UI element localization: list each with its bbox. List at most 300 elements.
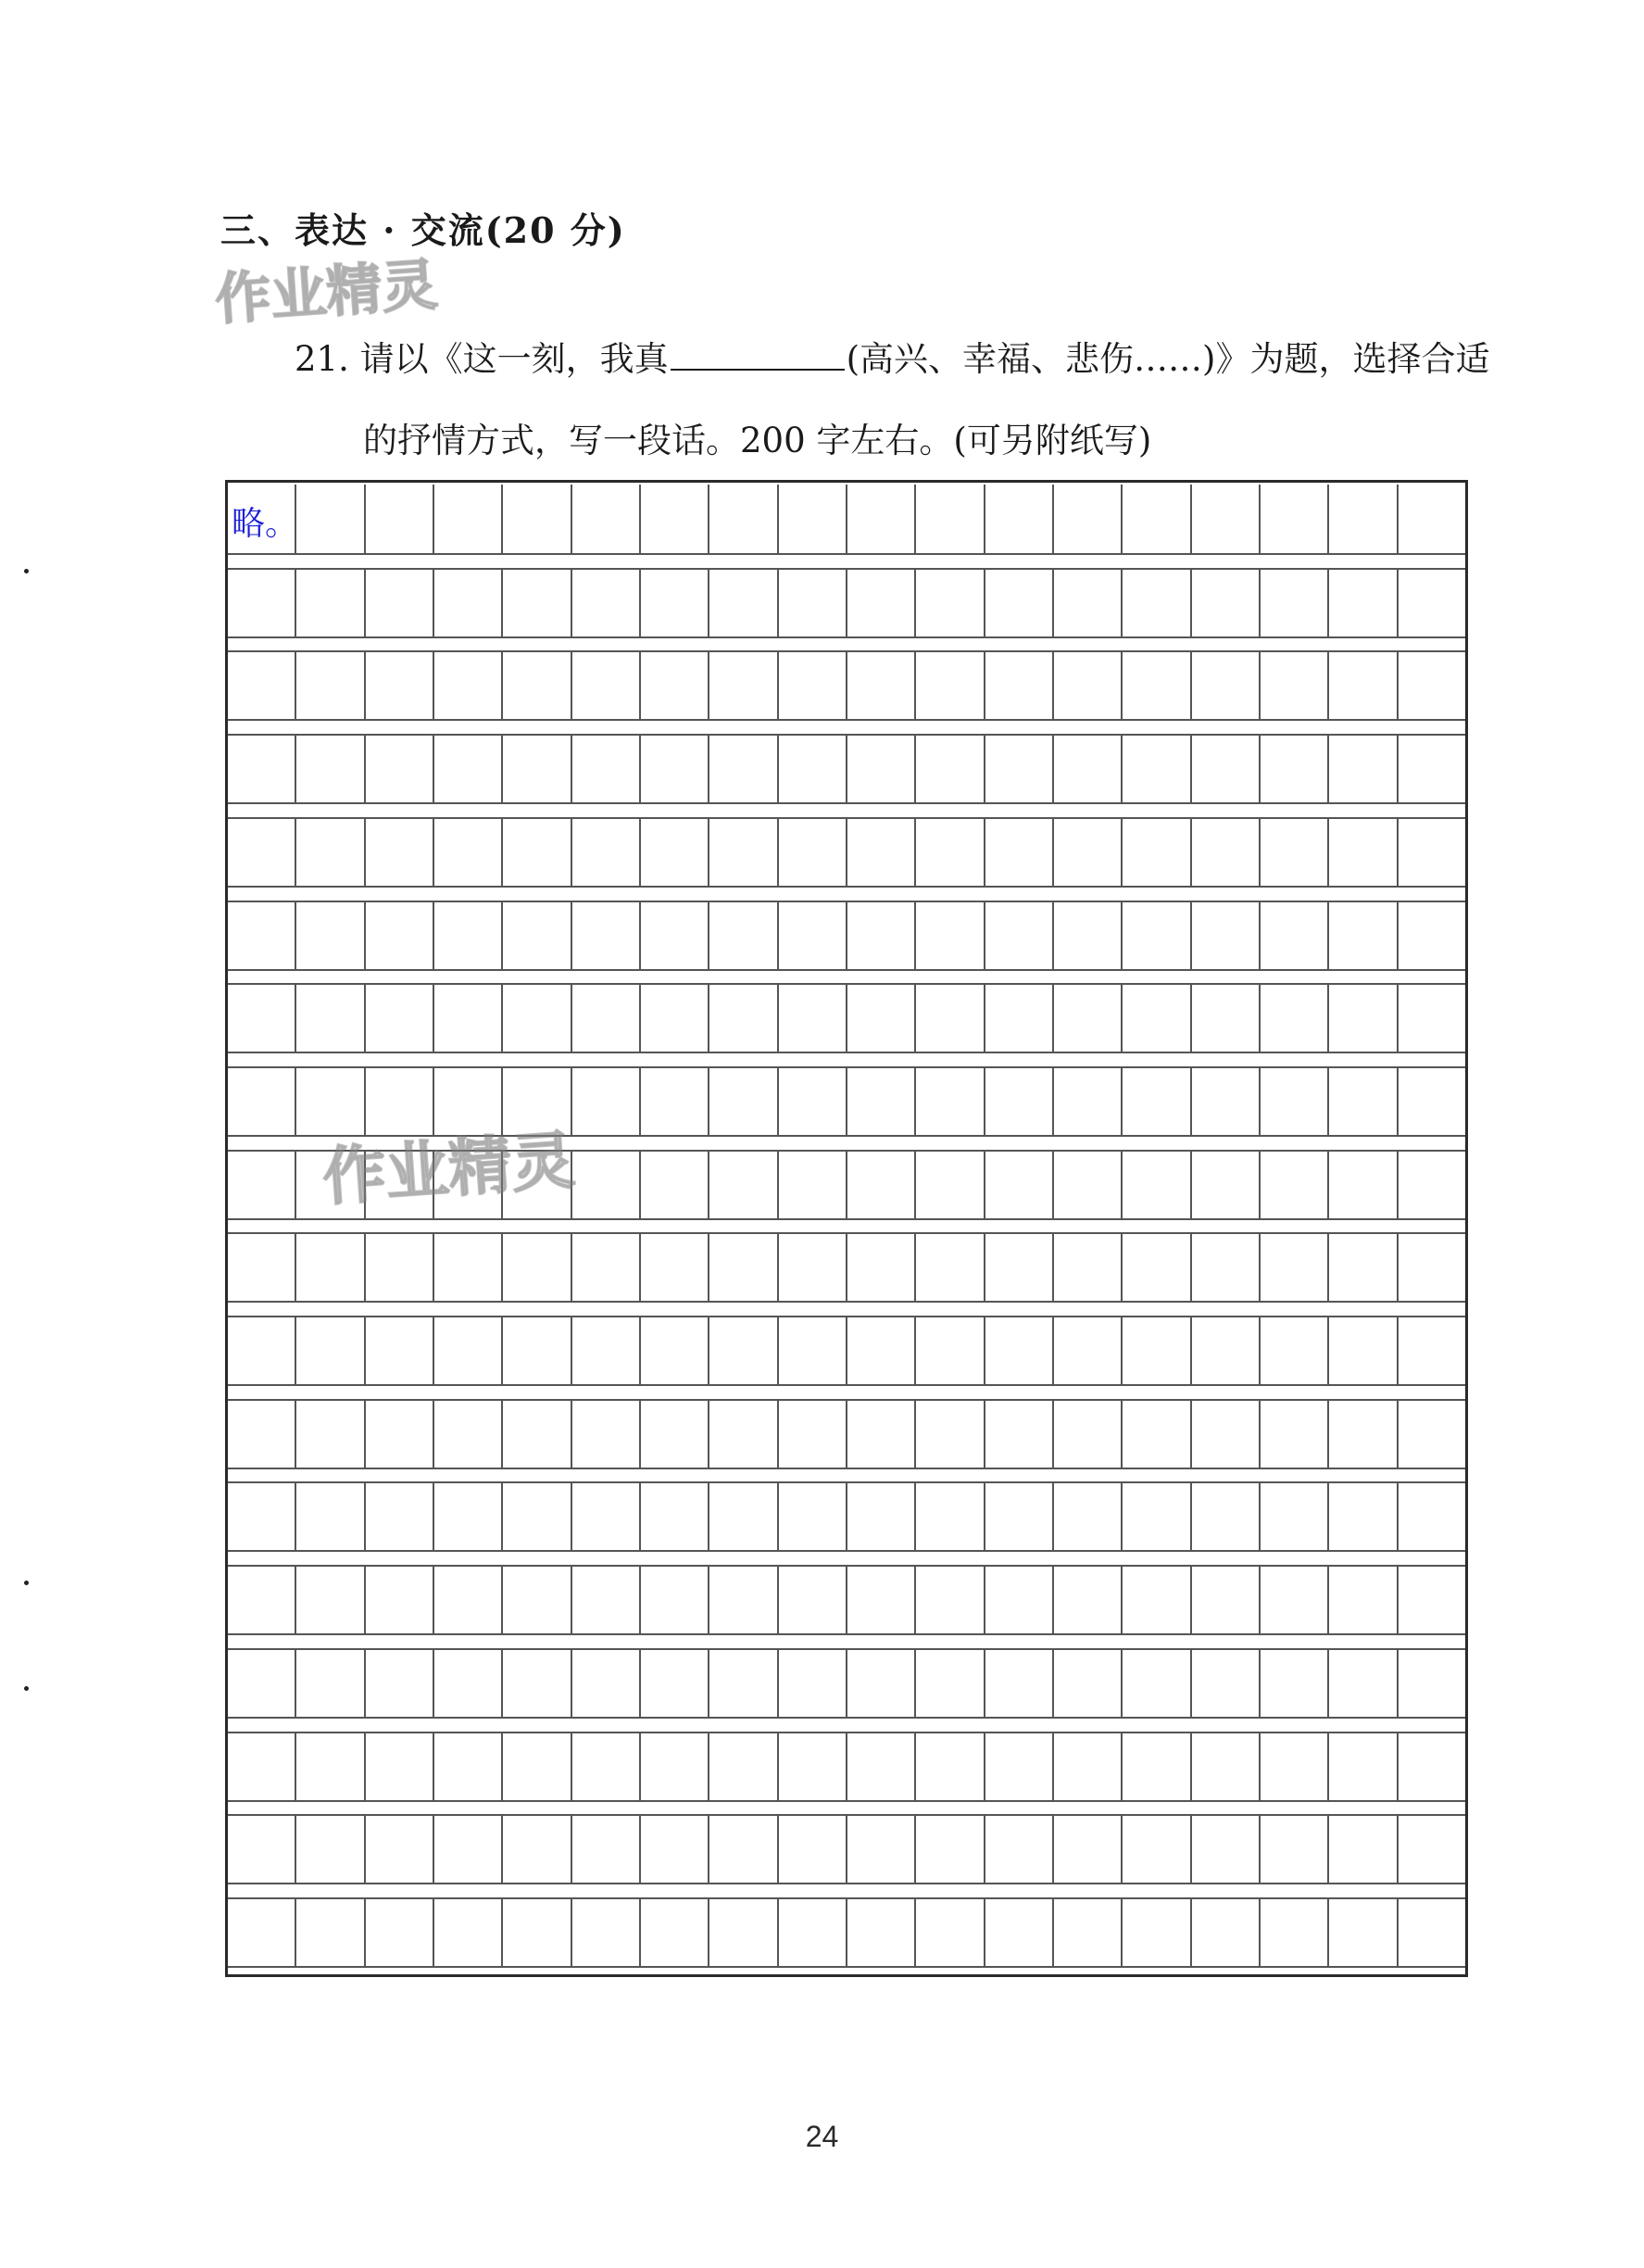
- grid-cell[interactable]: [503, 485, 571, 553]
- grid-cell[interactable]: [641, 1897, 709, 1966]
- grid-cell[interactable]: [503, 734, 571, 802]
- grid-cell[interactable]: [1399, 1150, 1465, 1218]
- grid-cell[interactable]: [1123, 485, 1191, 553]
- grid-cell[interactable]: [1261, 817, 1329, 886]
- grid-cell[interactable]: [1261, 983, 1329, 1052]
- grid-cell[interactable]: [1261, 1316, 1329, 1384]
- grid-cell[interactable]: [779, 1648, 847, 1717]
- grid-cell[interactable]: [228, 1150, 296, 1218]
- grid-cell[interactable]: [1261, 1897, 1329, 1966]
- grid-cell[interactable]: [709, 734, 778, 802]
- grid-cell[interactable]: [847, 568, 916, 636]
- grid-cell[interactable]: [916, 817, 985, 886]
- grid-cell[interactable]: [572, 650, 641, 719]
- grid-cell[interactable]: [503, 568, 571, 636]
- grid-cell[interactable]: [228, 1897, 296, 1966]
- grid-cell[interactable]: [1054, 901, 1123, 969]
- grid-cell[interactable]: [503, 1232, 571, 1301]
- grid-cell[interactable]: [641, 650, 709, 719]
- grid-cell[interactable]: [366, 485, 434, 553]
- grid-cell[interactable]: [572, 817, 641, 886]
- grid-cell[interactable]: [847, 983, 916, 1052]
- grid-cell[interactable]: [641, 817, 709, 886]
- grid-cell[interactable]: [709, 1814, 778, 1883]
- grid-cell[interactable]: [572, 1732, 641, 1800]
- grid-cell[interactable]: [228, 1232, 296, 1301]
- grid-cell[interactable]: [1329, 1732, 1398, 1800]
- grid-cell[interactable]: [985, 1565, 1054, 1633]
- grid-cell[interactable]: [1192, 983, 1261, 1052]
- grid-cell[interactable]: [847, 1814, 916, 1883]
- grid-cell[interactable]: [985, 983, 1054, 1052]
- grid-cell[interactable]: [1261, 1565, 1329, 1633]
- grid-cell[interactable]: [1123, 1232, 1191, 1301]
- grid-cell[interactable]: [1123, 901, 1191, 969]
- grid-cell[interactable]: [1054, 1316, 1123, 1384]
- grid-cell[interactable]: [296, 1150, 365, 1218]
- grid-cell[interactable]: [1261, 1481, 1329, 1550]
- grid-cell[interactable]: [296, 1732, 365, 1800]
- grid-cell[interactable]: [1329, 983, 1398, 1052]
- grid-cell[interactable]: [434, 1066, 503, 1135]
- grid-cell[interactable]: [985, 650, 1054, 719]
- grid-cell[interactable]: [228, 568, 296, 636]
- grid-cell[interactable]: [1399, 983, 1465, 1052]
- grid-cell[interactable]: [1123, 817, 1191, 886]
- grid-cell[interactable]: [985, 901, 1054, 969]
- grid-cell[interactable]: [641, 1399, 709, 1468]
- grid-cell[interactable]: [228, 734, 296, 802]
- grid-cell[interactable]: [572, 1897, 641, 1966]
- grid-cell[interactable]: [1399, 1399, 1465, 1468]
- grid-cell[interactable]: [1399, 1066, 1465, 1135]
- grid-cell[interactable]: [1329, 1481, 1398, 1550]
- grid-cell[interactable]: [1329, 1565, 1398, 1633]
- grid-cell[interactable]: [847, 734, 916, 802]
- grid-cell[interactable]: [366, 1150, 434, 1218]
- grid-cell[interactable]: [1192, 901, 1261, 969]
- grid-cell[interactable]: [985, 1732, 1054, 1800]
- grid-cell[interactable]: [503, 1565, 571, 1633]
- grid-cell[interactable]: [847, 1150, 916, 1218]
- grid-cell[interactable]: [366, 734, 434, 802]
- grid-cell[interactable]: [296, 1481, 365, 1550]
- grid-cell[interactable]: [779, 650, 847, 719]
- grid-cell[interactable]: [641, 1481, 709, 1550]
- grid-cell[interactable]: [503, 1150, 571, 1218]
- grid-cell[interactable]: [916, 1316, 985, 1384]
- grid-cell[interactable]: [434, 650, 503, 719]
- grid-cell[interactable]: [1192, 1232, 1261, 1301]
- grid-cell[interactable]: [1192, 734, 1261, 802]
- grid-cell[interactable]: [847, 650, 916, 719]
- grid-cell[interactable]: [228, 817, 296, 886]
- grid-cell[interactable]: [779, 1732, 847, 1800]
- grid-cell[interactable]: [641, 1066, 709, 1135]
- grid-cell[interactable]: [572, 901, 641, 969]
- grid-cell[interactable]: [572, 1232, 641, 1301]
- grid-cell[interactable]: [1054, 568, 1123, 636]
- grid-cell[interactable]: [985, 1814, 1054, 1883]
- grid-cell[interactable]: [985, 1232, 1054, 1301]
- grid-cell[interactable]: [916, 983, 985, 1052]
- grid-cell[interactable]: [572, 1648, 641, 1717]
- grid-cell[interactable]: [366, 1399, 434, 1468]
- grid-cell[interactable]: [228, 1565, 296, 1633]
- grid-cell[interactable]: [228, 901, 296, 969]
- grid-cell[interactable]: [916, 1732, 985, 1800]
- grid-cell[interactable]: [503, 1897, 571, 1966]
- grid-cell[interactable]: [434, 1732, 503, 1800]
- grid-cell[interactable]: [1123, 1481, 1191, 1550]
- grid-cell[interactable]: [296, 734, 365, 802]
- grid-cell[interactable]: [228, 1066, 296, 1135]
- grid-cell[interactable]: [503, 1648, 571, 1717]
- grid-cell[interactable]: [1329, 1150, 1398, 1218]
- grid-cell[interactable]: [366, 983, 434, 1052]
- grid-cell[interactable]: [641, 1648, 709, 1717]
- grid-cell[interactable]: [503, 1066, 571, 1135]
- grid-cell[interactable]: [1261, 901, 1329, 969]
- grid-cell[interactable]: [366, 568, 434, 636]
- grid-cell[interactable]: [779, 817, 847, 886]
- grid-cell[interactable]: [1054, 1814, 1123, 1883]
- grid-cell[interactable]: [709, 1481, 778, 1550]
- grid-cell[interactable]: [1192, 568, 1261, 636]
- grid-cell[interactable]: [572, 1814, 641, 1883]
- grid-cell[interactable]: [779, 983, 847, 1052]
- grid-cell[interactable]: [1192, 485, 1261, 553]
- grid-cell[interactable]: [916, 1565, 985, 1633]
- grid-cell[interactable]: [434, 1565, 503, 1633]
- grid-cell[interactable]: [1261, 650, 1329, 719]
- grid-cell[interactable]: [1123, 1732, 1191, 1800]
- grid-cell[interactable]: [779, 1897, 847, 1966]
- grid-cell[interactable]: [1192, 650, 1261, 719]
- grid-cell[interactable]: [434, 1481, 503, 1550]
- grid-cell[interactable]: [641, 1732, 709, 1800]
- grid-cell[interactable]: [1261, 485, 1329, 553]
- grid-cell[interactable]: [985, 817, 1054, 886]
- grid-cell[interactable]: [916, 1399, 985, 1468]
- grid-cell[interactable]: [572, 568, 641, 636]
- grid-cell[interactable]: [296, 817, 365, 886]
- grid-cell[interactable]: [434, 568, 503, 636]
- grid-cell[interactable]: [1054, 1066, 1123, 1135]
- grid-cell[interactable]: [916, 1814, 985, 1883]
- grid-cell[interactable]: [641, 568, 709, 636]
- grid-cell[interactable]: [1192, 1565, 1261, 1633]
- grid-cell[interactable]: [1329, 734, 1398, 802]
- grid-cell[interactable]: [847, 901, 916, 969]
- grid-cell[interactable]: [1329, 1897, 1398, 1966]
- grid-cell[interactable]: [1261, 1399, 1329, 1468]
- grid-cell[interactable]: [1329, 1648, 1398, 1717]
- grid-cell[interactable]: [1054, 1648, 1123, 1717]
- grid-cell[interactable]: [1054, 1232, 1123, 1301]
- grid-cell[interactable]: [1192, 1066, 1261, 1135]
- grid-cell[interactable]: [366, 1316, 434, 1384]
- grid-cell[interactable]: [709, 901, 778, 969]
- grid-cell[interactable]: [709, 1732, 778, 1800]
- grid-cell[interactable]: [779, 568, 847, 636]
- grid-cell[interactable]: [434, 485, 503, 553]
- grid-cell[interactable]: [1054, 1399, 1123, 1468]
- grid-cell[interactable]: [1399, 1565, 1465, 1633]
- grid-cell[interactable]: [296, 1897, 365, 1966]
- grid-cell[interactable]: [1261, 568, 1329, 636]
- grid-cell[interactable]: [916, 485, 985, 553]
- grid-cell[interactable]: [296, 1066, 365, 1135]
- grid-cell[interactable]: [296, 1399, 365, 1468]
- grid-cell[interactable]: [366, 1897, 434, 1966]
- grid-cell[interactable]: [434, 1897, 503, 1966]
- grid-cell[interactable]: [434, 1399, 503, 1468]
- grid-cell[interactable]: [916, 1648, 985, 1717]
- grid-cell[interactable]: [1192, 1897, 1261, 1966]
- grid-cell[interactable]: [1399, 1232, 1465, 1301]
- grid-cell[interactable]: [847, 817, 916, 886]
- grid-cell[interactable]: [1123, 1399, 1191, 1468]
- grid-cell[interactable]: [228, 1732, 296, 1800]
- grid-cell[interactable]: [1054, 485, 1123, 553]
- grid-cell[interactable]: [296, 650, 365, 719]
- grid-cell[interactable]: [709, 1399, 778, 1468]
- grid-cell[interactable]: [503, 983, 571, 1052]
- grid-cell[interactable]: [779, 1481, 847, 1550]
- grid-cell[interactable]: [847, 1066, 916, 1135]
- grid-cell[interactable]: [1123, 1066, 1191, 1135]
- grid-cell[interactable]: [779, 1565, 847, 1633]
- grid-cell[interactable]: [1192, 1814, 1261, 1883]
- grid-cell[interactable]: [709, 568, 778, 636]
- grid-cell[interactable]: [366, 901, 434, 969]
- grid-cell[interactable]: [779, 1232, 847, 1301]
- grid-cell[interactable]: [1054, 650, 1123, 719]
- grid-cell[interactable]: [985, 1897, 1054, 1966]
- grid-cell[interactable]: [847, 1897, 916, 1966]
- grid-cell[interactable]: [434, 1316, 503, 1384]
- grid-cell[interactable]: [434, 1648, 503, 1717]
- grid-cell[interactable]: [366, 817, 434, 886]
- grid-cell[interactable]: [1329, 1814, 1398, 1883]
- grid-cell[interactable]: [1329, 817, 1398, 886]
- grid-cell[interactable]: [434, 817, 503, 886]
- grid-cell[interactable]: [985, 1481, 1054, 1550]
- grid-cell[interactable]: [641, 485, 709, 553]
- grid-cell[interactable]: [709, 1066, 778, 1135]
- grid-cell[interactable]: [1054, 1732, 1123, 1800]
- grid-cell[interactable]: [1192, 817, 1261, 886]
- grid-cell[interactable]: [779, 1316, 847, 1384]
- grid-cell[interactable]: [366, 1232, 434, 1301]
- grid-cell[interactable]: [434, 901, 503, 969]
- grid-cell[interactable]: [779, 1399, 847, 1468]
- grid-cell[interactable]: [1054, 1481, 1123, 1550]
- grid-cell[interactable]: [503, 1814, 571, 1883]
- grid-cell[interactable]: [1054, 983, 1123, 1052]
- grid-cell[interactable]: [709, 1648, 778, 1717]
- grid-cell[interactable]: [1192, 1648, 1261, 1717]
- grid-cell[interactable]: [847, 1732, 916, 1800]
- grid-cell[interactable]: [641, 1565, 709, 1633]
- grid-cell[interactable]: [1399, 1481, 1465, 1550]
- writing-grid[interactable]: [225, 480, 1468, 1977]
- grid-cell[interactable]: [641, 901, 709, 969]
- grid-cell[interactable]: [1329, 485, 1398, 553]
- grid-cell[interactable]: [503, 650, 571, 719]
- grid-cell[interactable]: [1054, 734, 1123, 802]
- grid-cell[interactable]: [1399, 817, 1465, 886]
- grid-cell[interactable]: [985, 568, 1054, 636]
- grid-cell[interactable]: [228, 1316, 296, 1384]
- grid-cell[interactable]: [1399, 1648, 1465, 1717]
- grid-cell[interactable]: [1261, 734, 1329, 802]
- grid-cell[interactable]: [366, 1066, 434, 1135]
- grid-cell[interactable]: [779, 485, 847, 553]
- grid-cell[interactable]: [1399, 650, 1465, 719]
- grid-cell[interactable]: [916, 568, 985, 636]
- grid-cell[interactable]: [779, 1150, 847, 1218]
- grid-cell[interactable]: [1123, 1814, 1191, 1883]
- grid-cell[interactable]: [985, 1150, 1054, 1218]
- grid-cell[interactable]: [572, 485, 641, 553]
- grid-cell[interactable]: [503, 1316, 571, 1384]
- grid-cell[interactable]: [503, 901, 571, 969]
- grid-cell[interactable]: [916, 1150, 985, 1218]
- grid-cell[interactable]: [1123, 1897, 1191, 1966]
- grid-cell[interactable]: [296, 1565, 365, 1633]
- grid-cell[interactable]: [434, 734, 503, 802]
- grid-cell[interactable]: [1192, 1316, 1261, 1384]
- grid-cell[interactable]: [709, 1897, 778, 1966]
- grid-cell[interactable]: [296, 983, 365, 1052]
- grid-cell[interactable]: [366, 650, 434, 719]
- grid-cell[interactable]: [366, 1481, 434, 1550]
- grid-cell[interactable]: [366, 1565, 434, 1633]
- grid-cell[interactable]: [641, 983, 709, 1052]
- grid-cell[interactable]: [1399, 1814, 1465, 1883]
- grid-cell[interactable]: [779, 901, 847, 969]
- grid-cell[interactable]: [1192, 1732, 1261, 1800]
- grid-cell[interactable]: [434, 983, 503, 1052]
- grid-cell[interactable]: [641, 1316, 709, 1384]
- grid-cell[interactable]: [228, 485, 299, 553]
- grid-cell[interactable]: [572, 1150, 641, 1218]
- grid-cell[interactable]: [228, 983, 296, 1052]
- grid-cell[interactable]: [779, 1814, 847, 1883]
- grid-cell[interactable]: [1123, 1316, 1191, 1384]
- grid-cell[interactable]: [709, 650, 778, 719]
- grid-cell[interactable]: [1329, 1232, 1398, 1301]
- grid-cell[interactable]: [779, 734, 847, 802]
- grid-cell[interactable]: [228, 650, 296, 719]
- grid-cell[interactable]: [1329, 568, 1398, 636]
- grid-cell[interactable]: [1192, 1150, 1261, 1218]
- grid-cell[interactable]: [985, 1399, 1054, 1468]
- grid-cell[interactable]: [709, 817, 778, 886]
- grid-cell[interactable]: [847, 1481, 916, 1550]
- grid-cell[interactable]: [1261, 1648, 1329, 1717]
- grid-cell[interactable]: [1329, 1399, 1398, 1468]
- grid-cell[interactable]: [1261, 1150, 1329, 1218]
- grid-cell[interactable]: [572, 734, 641, 802]
- grid-cell[interactable]: [641, 1232, 709, 1301]
- grid-cell[interactable]: [1054, 1565, 1123, 1633]
- grid-cell[interactable]: [366, 1732, 434, 1800]
- grid-cell[interactable]: [503, 1399, 571, 1468]
- grid-cell[interactable]: [1261, 1232, 1329, 1301]
- grid-cell[interactable]: [572, 1399, 641, 1468]
- grid-cell[interactable]: [1054, 817, 1123, 886]
- grid-cell[interactable]: [1192, 1481, 1261, 1550]
- grid-cell[interactable]: [1261, 1732, 1329, 1800]
- grid-cell[interactable]: [572, 1481, 641, 1550]
- grid-cell[interactable]: [434, 1232, 503, 1301]
- grid-cell[interactable]: [503, 1732, 571, 1800]
- grid-cell[interactable]: [1192, 1399, 1261, 1468]
- grid-cell[interactable]: [916, 650, 985, 719]
- grid-cell[interactable]: [985, 485, 1054, 553]
- grid-cell[interactable]: [434, 1814, 503, 1883]
- grid-cell[interactable]: [1329, 1316, 1398, 1384]
- grid-cell[interactable]: [641, 734, 709, 802]
- grid-cell[interactable]: [1399, 901, 1465, 969]
- grid-cell[interactable]: [296, 1316, 365, 1384]
- grid-cell[interactable]: [1329, 650, 1398, 719]
- grid-cell[interactable]: [1123, 1565, 1191, 1633]
- grid-cell[interactable]: [1399, 568, 1465, 636]
- grid-cell[interactable]: [1329, 901, 1398, 969]
- grid-cell[interactable]: [1123, 1648, 1191, 1717]
- grid-cell[interactable]: [916, 1897, 985, 1966]
- grid-cell[interactable]: [1123, 568, 1191, 636]
- grid-cell[interactable]: [847, 1399, 916, 1468]
- grid-cell[interactable]: [572, 1565, 641, 1633]
- grid-cell[interactable]: [985, 1316, 1054, 1384]
- grid-cell[interactable]: [503, 1481, 571, 1550]
- grid-cell[interactable]: [1123, 983, 1191, 1052]
- grid-cell[interactable]: [709, 1232, 778, 1301]
- grid-cell[interactable]: [985, 734, 1054, 802]
- grid-cell[interactable]: [1261, 1066, 1329, 1135]
- grid-cell[interactable]: [916, 1481, 985, 1550]
- grid-cell[interactable]: [709, 1316, 778, 1384]
- grid-cell[interactable]: [434, 1150, 503, 1218]
- grid-cell[interactable]: [296, 901, 365, 969]
- grid-cell[interactable]: [1399, 1732, 1465, 1800]
- grid-cell[interactable]: [296, 568, 365, 636]
- grid-cell[interactable]: [572, 983, 641, 1052]
- grid-cell[interactable]: [916, 1232, 985, 1301]
- grid-cell[interactable]: [366, 1648, 434, 1717]
- grid-cell[interactable]: [641, 1150, 709, 1218]
- grid-cell[interactable]: [228, 1814, 296, 1883]
- grid-cell[interactable]: [572, 1316, 641, 1384]
- grid-cell[interactable]: [985, 1648, 1054, 1717]
- grid-cell[interactable]: [296, 485, 365, 553]
- grid-cell[interactable]: [709, 1565, 778, 1633]
- grid-cell[interactable]: [1399, 1897, 1465, 1966]
- grid-cell[interactable]: [847, 1316, 916, 1384]
- grid-cell[interactable]: [847, 485, 916, 553]
- grid-cell[interactable]: [779, 1066, 847, 1135]
- grid-cell[interactable]: [296, 1814, 365, 1883]
- grid-cell[interactable]: [709, 983, 778, 1052]
- grid-cell[interactable]: [296, 1648, 365, 1717]
- grid-cell[interactable]: [1123, 650, 1191, 719]
- grid-cell[interactable]: [847, 1232, 916, 1301]
